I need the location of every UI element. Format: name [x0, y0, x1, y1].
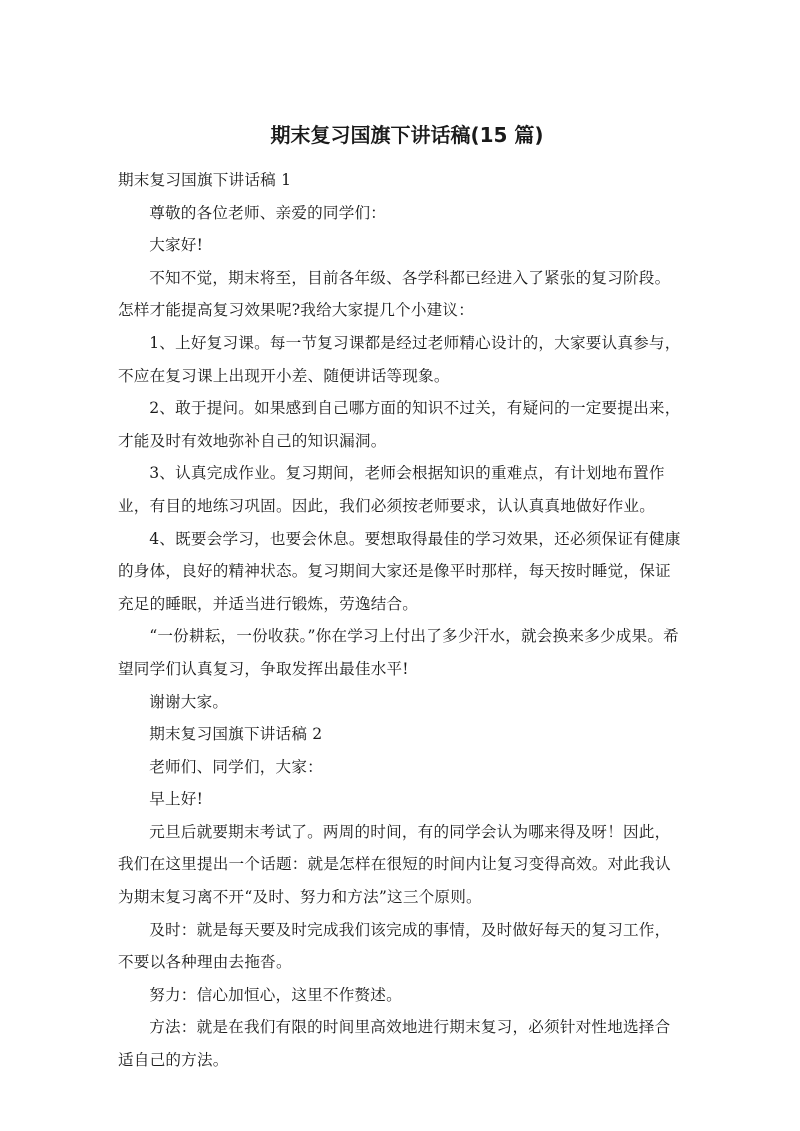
document-title: 期末复习国旗下讲话稿(15 篇) [270, 123, 544, 147]
paragraph: 老师们、同学们，大家： [149, 757, 323, 776]
paragraph: 努力：信心加恒心，这里不作赘述。 [149, 985, 402, 1004]
paragraph: 方法：就是在我们有限的时间里高效地进行期末复习，必须针对性地选择合适自己的方法。 [118, 1018, 671, 1070]
paragraph: 2、敢于提问。如果感到自己哪方面的知识不过关，有疑问的一定要提出来，才能及时有效地弥补自己的知识漏洞。 [118, 399, 681, 450]
paragraph: “一份耕耘，一份收获。”你在学习上付出了多少汗水，就会换来多少成果。希望同学们认真复习，争取发挥出最佳水平! [118, 627, 679, 678]
paragraph: 及时：就是每天要及时完成我们该完成的事情，及时做好每天的复习工作，不要以各种理由去拖沓。 [118, 920, 671, 972]
paragraph: 不知不觉，期末将至，目前各年级、各学科都已经进入了紧张的复习阶段。怎样才能提高复习效果呢?我给大家提几个小建议： [118, 268, 671, 320]
paragraph: 谢谢大家。 [149, 692, 229, 711]
paragraph: 尊敬的各位老师、亲爱的同学们： [149, 203, 387, 222]
paragraph: 早上好! [149, 790, 204, 809]
paragraph: 3、认真完成作业。复习期间，老师会根据知识的重难点，有计划地布置作业，有目的地练习巩固。因此，我们必须按老师要求，认认真真地做好作业。 [118, 464, 665, 515]
section-heading-2: 期末复习国旗下讲话稿 2 [149, 725, 323, 744]
section-heading-1: 期末复习国旗下讲话稿 1 [118, 171, 292, 189]
paragraph: 4、既要会学习，也要会休息。要想取得最佳的学习效果，还必须保证有健康的身体，良好的精神状态。复习期间大家还是像平时那样，每天按时睡觉，保证充足的睡眠，并适当进行锻炼，劳逸结合。 [118, 529, 681, 613]
paragraph: 大家好! [149, 236, 204, 255]
paragraph: 元旦后就要期末考试了。两周的时间，有的同学会认为哪来得及呀！因此，我们在这里提出一个话题：就是怎样在很短的时间内让复习变得高效。对此我认为期末复习离不开“及时、努力和方法”这三个原则。 [118, 822, 671, 907]
paragraph: 1、上好复习课。每一节复习课都是经过老师精心设计的，大家要认真参与，不应在复习课上出现开小差、随便讲话等现象。 [118, 333, 681, 385]
